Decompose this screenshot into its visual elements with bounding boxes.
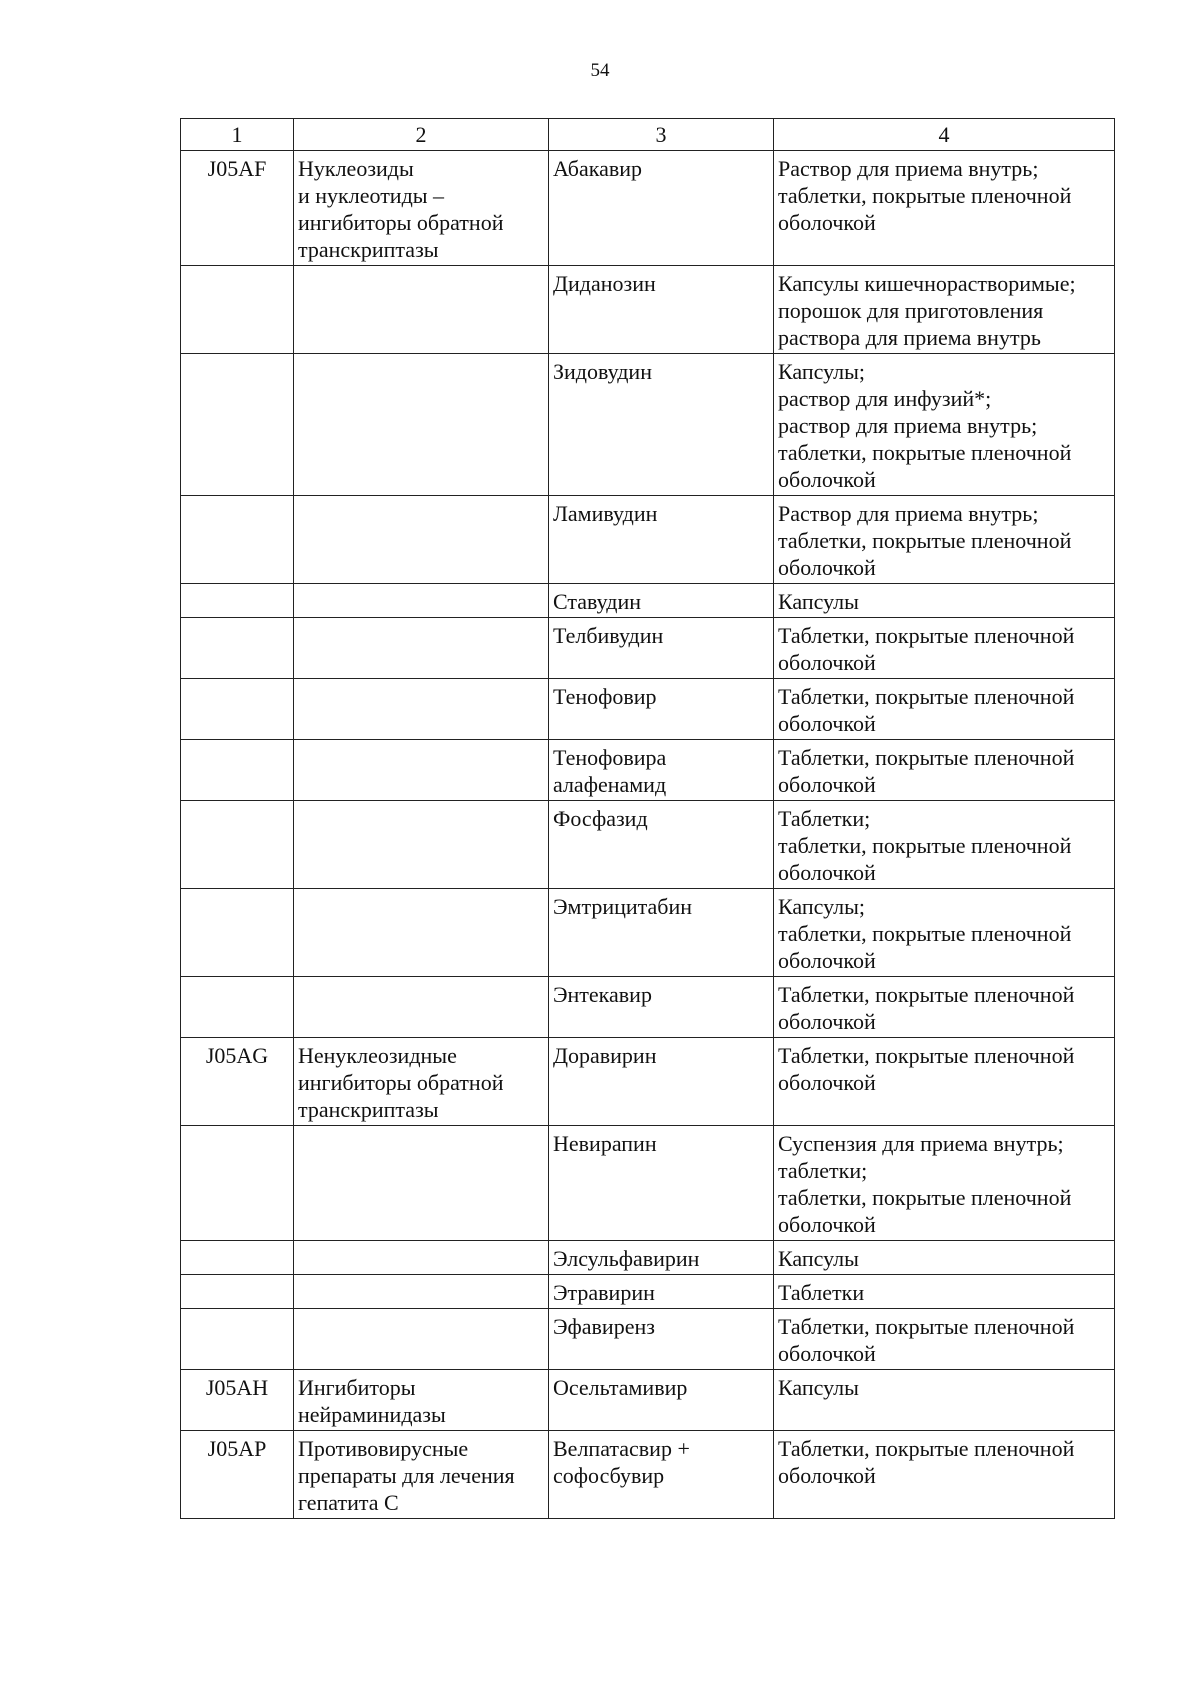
table-row [181, 1241, 1115, 1275]
atc-code-cell [181, 266, 294, 354]
group-name-cell: Нуклеозиды и нуклеотиды – ингибиторы обратной транскриптазы [294, 151, 549, 266]
drug-name-cell: Абакавир [549, 151, 774, 266]
dosage-forms-cell: Таблетки; таблетки, покрытые пленочной оболочкой [774, 801, 1115, 889]
dosage-forms-cell: Капсулы; раствор для инфузий*; раствор для приема внутрь; таблетки, покрытые пленочной оболочкой [774, 354, 1115, 496]
group-name-cell [294, 740, 549, 801]
page-number: 54 [590, 60, 610, 81]
group-name-cell [294, 679, 549, 740]
atc-code-cell [181, 977, 294, 1038]
dosage-forms-cell: Капсулы [774, 584, 1115, 618]
atc-code-cell [181, 584, 294, 618]
dosage-forms-cell: Таблетки, покрытые пленочной оболочкой [774, 1038, 1115, 1126]
drug-name-cell: Зидовудин [549, 354, 774, 496]
group-name-cell: Противовирусные препараты для лечения гепатита С [294, 1431, 549, 1519]
dosage-forms-cell: Капсулы; таблетки, покрытые пленочной оболочкой [774, 889, 1115, 977]
atc-code-cell [181, 618, 294, 679]
drug-name-cell: Доравирин [549, 1038, 774, 1126]
group-name-cell [294, 1309, 549, 1370]
atc-code-cell [181, 679, 294, 740]
atc-code-cell [181, 354, 294, 496]
table-row [181, 618, 1115, 679]
drug-name-cell: Эфавиренз [549, 1309, 774, 1370]
table-row [181, 496, 1115, 584]
drug-name-cell: Тенофовир [549, 679, 774, 740]
drug-name-cell: Велпатасвир + софосбувир [549, 1431, 774, 1519]
drug-table [180, 118, 1115, 1519]
group-name-cell [294, 801, 549, 889]
group-name-cell [294, 1275, 549, 1309]
table-row [181, 1126, 1115, 1241]
drug-name-cell: Ставудин [549, 584, 774, 618]
atc-code-cell [181, 889, 294, 977]
atc-code-cell: J05AG [181, 1038, 294, 1126]
drug-name-cell: Невирапин [549, 1126, 774, 1241]
drug-name-cell: Осельтамивир [549, 1370, 774, 1431]
dosage-forms-cell: Таблетки, покрытые пленочной оболочкой [774, 618, 1115, 679]
dosage-forms-cell: Суспензия для приема внутрь; таблетки; таблетки, покрытые пленочной оболочкой [774, 1126, 1115, 1241]
drug-name-cell: Элсульфавирин [549, 1241, 774, 1275]
group-name-cell [294, 496, 549, 584]
atc-code-cell [181, 1309, 294, 1370]
dosage-forms-cell: Капсулы [774, 1241, 1115, 1275]
dosage-forms-cell: Таблетки, покрытые пленочной оболочкой [774, 740, 1115, 801]
drug-name-cell: Диданозин [549, 266, 774, 354]
header-cell-4: 4 [774, 119, 1115, 151]
table-row [181, 1038, 1115, 1126]
header-cell-1: 1 [181, 119, 294, 151]
atc-code-cell [181, 801, 294, 889]
group-name-cell: Ненуклеозидные ингибиторы обратной транскриптазы [294, 1038, 549, 1126]
atc-code-cell: J05AF [181, 151, 294, 266]
group-name-cell [294, 889, 549, 977]
header-cell-3: 3 [549, 119, 774, 151]
dosage-forms-cell: Таблетки [774, 1275, 1115, 1309]
dosage-forms-cell: Таблетки, покрытые пленочной оболочкой [774, 679, 1115, 740]
atc-code-cell [181, 1126, 294, 1241]
dosage-forms-cell: Капсулы [774, 1370, 1115, 1431]
group-name-cell [294, 1241, 549, 1275]
table-row [181, 679, 1115, 740]
table-row [181, 889, 1115, 977]
atc-code-cell [181, 1241, 294, 1275]
group-name-cell [294, 618, 549, 679]
dosage-forms-cell: Раствор для приема внутрь; таблетки, покрытые пленочной оболочкой [774, 496, 1115, 584]
atc-code-cell [181, 740, 294, 801]
dosage-forms-cell: Таблетки, покрытые пленочной оболочкой [774, 1431, 1115, 1519]
header-cell-2: 2 [294, 119, 549, 151]
group-name-cell: Ингибиторы нейраминидазы [294, 1370, 549, 1431]
drug-name-cell: Энтекавир [549, 977, 774, 1038]
table-row [181, 740, 1115, 801]
atc-code-cell: J05AH [181, 1370, 294, 1431]
header-row [181, 119, 1115, 151]
table-row [181, 151, 1115, 266]
table-row [181, 1431, 1115, 1519]
group-name-cell [294, 266, 549, 354]
atc-code-cell [181, 496, 294, 584]
table-row [181, 1370, 1115, 1431]
atc-code-cell: J05AP [181, 1431, 294, 1519]
atc-code-cell [181, 1275, 294, 1309]
dosage-forms-cell: Таблетки, покрытые пленочной оболочкой [774, 977, 1115, 1038]
table-row [181, 266, 1115, 354]
dosage-forms-cell: Раствор для приема внутрь; таблетки, покрытые пленочной оболочкой [774, 151, 1115, 266]
table-row [181, 584, 1115, 618]
table-row [181, 977, 1115, 1038]
dosage-forms-cell: Капсулы кишечнорастворимые; порошок для приготовления раствора для приема внутрь [774, 266, 1115, 354]
drug-name-cell: Этравирин [549, 1275, 774, 1309]
group-name-cell [294, 354, 549, 496]
group-name-cell [294, 584, 549, 618]
drug-name-cell: Тенофовира алафенамид [549, 740, 774, 801]
dosage-forms-cell: Таблетки, покрытые пленочной оболочкой [774, 1309, 1115, 1370]
table-row [181, 1275, 1115, 1309]
group-name-cell [294, 977, 549, 1038]
group-name-cell [294, 1126, 549, 1241]
table-body [181, 119, 1115, 1519]
table-row [181, 801, 1115, 889]
drug-name-cell: Фосфазид [549, 801, 774, 889]
drug-name-cell: Эмтрицитабин [549, 889, 774, 977]
drug-name-cell: Телбивудин [549, 618, 774, 679]
drug-name-cell: Ламивудин [549, 496, 774, 584]
table-row [181, 1309, 1115, 1370]
table-row [181, 354, 1115, 496]
